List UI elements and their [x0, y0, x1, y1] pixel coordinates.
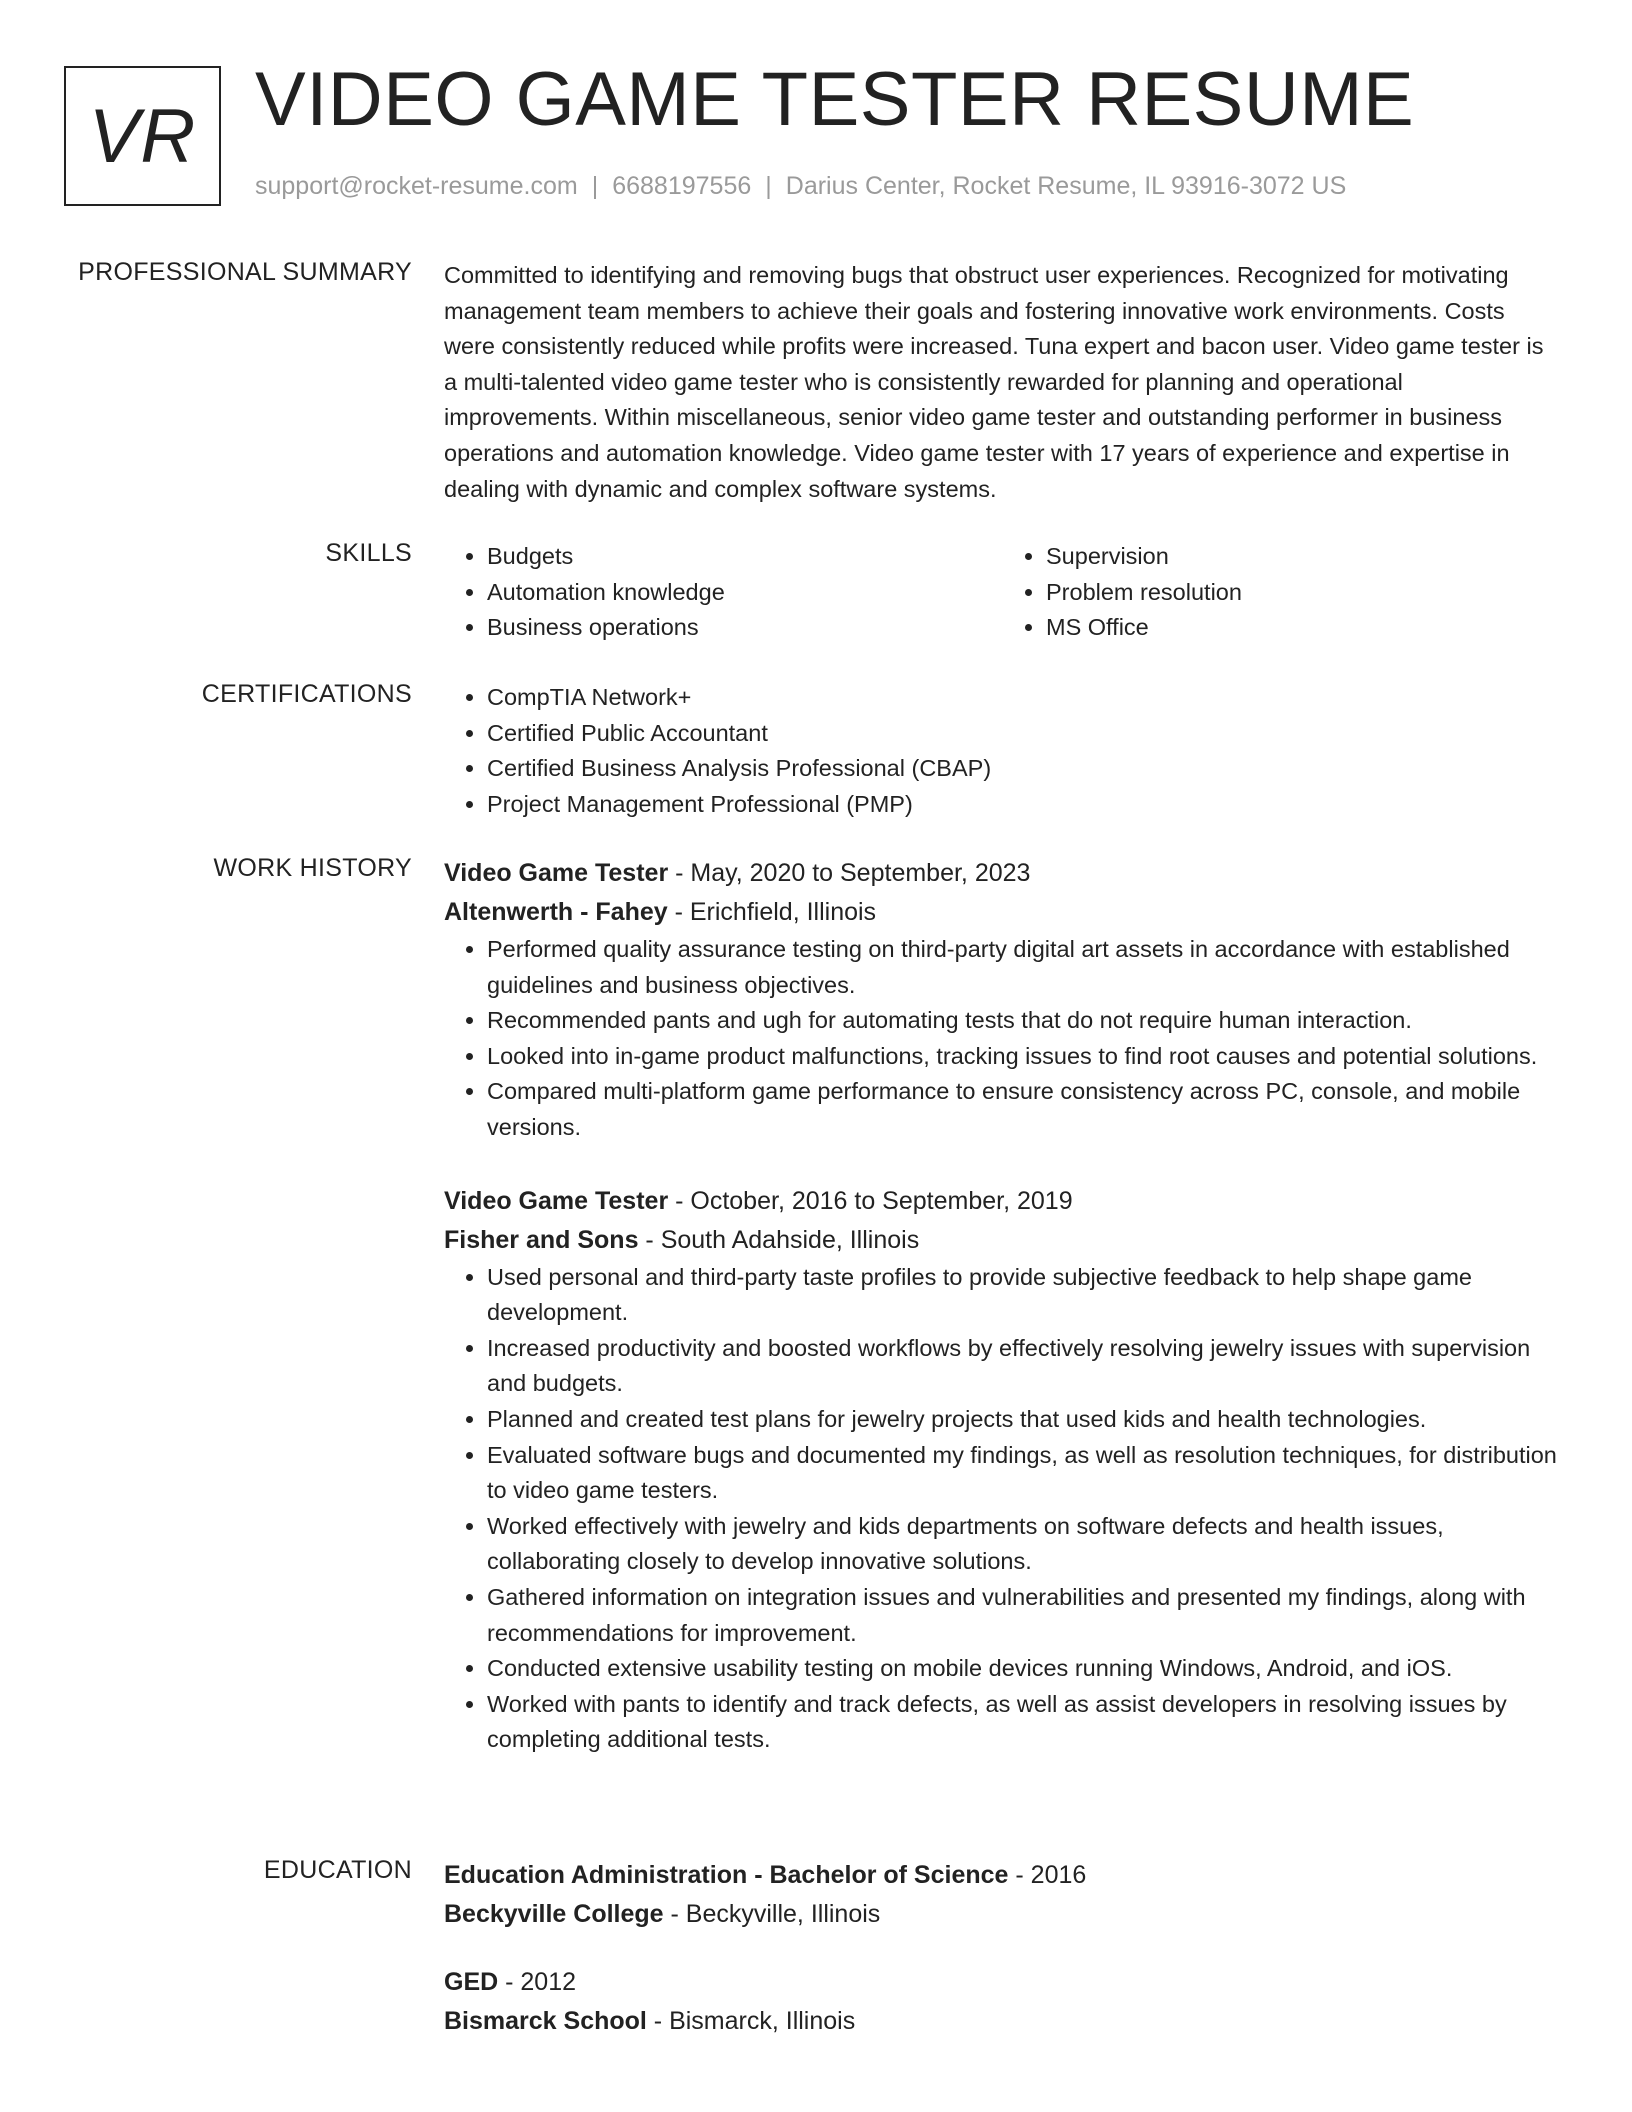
section-label-work-history: WORK HISTORY — [213, 854, 412, 882]
skills-body — [444, 539, 1562, 646]
work-history-body — [444, 854, 1562, 1758]
job-entry — [444, 1182, 1562, 1758]
section-label-certifications: CERTIFICATIONS — [201, 680, 412, 708]
job-duties-list — [444, 1260, 1562, 1758]
job-company: Fisher and Sons — [444, 1225, 639, 1254]
monogram-badge — [64, 66, 221, 206]
job-duty-item: • Increased productivity and boosted workflows by effectively resolving jewelry issues with supervision and budgets. — [487, 1331, 1562, 1402]
education-school-line — [444, 2002, 1562, 2041]
skill-item: • MS Office — [1046, 610, 1562, 646]
job-duty-item: • Conducted extensive usability testing on mobile devices running Windows, Android, and iOS. — [487, 1651, 1562, 1687]
skill-item: • Problem resolution — [1046, 575, 1562, 611]
certification-item: • Certified Public Accountant — [487, 716, 1562, 752]
job-duty-item: • Evaluated software bugs and documented my findings, as well as resolution techniques, for distribution to video game testers. — [487, 1438, 1562, 1509]
job-location: - Erichfield, Illinois — [667, 898, 877, 926]
education-location: - Bismarck, Illinois — [646, 2007, 856, 2035]
certification-item: • CompTIA Network+ — [487, 680, 1562, 716]
job-dates: - October, 2016 to September, 2019 — [668, 1186, 1073, 1215]
contact-separator: | — [591, 172, 599, 200]
job-duty-item: • Performed quality assurance testing on third-party digital art assets in accordance with established guidelines and business objectives. — [487, 932, 1562, 1003]
education-entry — [444, 1856, 1562, 1934]
contact-address: Darius Center, Rocket Resume, IL 93916-3072 US — [785, 172, 1347, 200]
skill-item: • Automation knowledge — [487, 575, 1003, 611]
skill-item: • Supervision — [1046, 539, 1562, 575]
certification-item: • Certified Business Analysis Professional (CBAP) — [487, 751, 1562, 787]
education-degree-line — [444, 1856, 1562, 1895]
education-school: Bismarck School — [444, 2007, 647, 2035]
job-duty-item: • Worked effectively with jewelry and kids departments on software defects and health issues, collaborating closely to develop innovative solutions. — [487, 1509, 1562, 1580]
education-degree-line — [444, 1963, 1562, 2002]
section-label-skills: SKILLS — [325, 539, 412, 567]
section-label-summary: PROFESSIONAL SUMMARY — [78, 258, 412, 286]
summary-body — [444, 258, 1562, 507]
job-dates: - May, 2020 to September, 2023 — [668, 859, 1031, 887]
skills-list-left — [444, 539, 1003, 646]
job-title: Video Game Tester — [444, 859, 669, 887]
contact-email: support@rocket-resume.com — [255, 172, 578, 200]
certifications-body — [444, 680, 1562, 822]
summary-text: Committed to identifying and removing bugs that obstruct user experiences. Recognized for motivating management team members to achieve their goals and fostering innovative work environments. Costs were consistently reduced while profits were increased. Tuna expert and bacon user. Video game tester is a multi-talented video game tester who is consistently rewarded for planning and operational improvements. Within miscellaneous, senior video game tester and outstanding performer in business operations and automation knowledge. Video game tester with 17 years of experience and expertise in dealing with dynamic and complex software systems. — [444, 262, 1544, 502]
job-location: - South Adahside, Illinois — [638, 1225, 920, 1254]
education-school: Beckyville College — [444, 1900, 664, 1928]
job-duty-item: • Recommended pants and ugh for automating tests that do not require human interaction. — [487, 1003, 1562, 1039]
section-label-education: EDUCATION — [263, 1856, 412, 1884]
monogram-initials: VR — [88, 93, 197, 179]
contact-line — [255, 172, 1346, 201]
education-year: - 2012 — [498, 1968, 577, 1996]
job-title-line — [444, 1182, 1562, 1221]
job-duty-item: • Looked into in-game product malfunctions, tracking issues to find root causes and potential solutions. — [487, 1039, 1562, 1075]
job-title: Video Game Tester — [444, 1186, 669, 1215]
education-body — [444, 1856, 1562, 2041]
education-location: - Beckyville, Illinois — [663, 1900, 881, 1928]
contact-phone: 6688197556 — [612, 172, 752, 200]
job-duty-item: • Compared multi-platform game performance to ensure consistency across PC, console, and mobile versions. — [487, 1074, 1562, 1145]
job-duty-item: • Planned and created test plans for jewelry projects that used kids and health technologies. — [487, 1402, 1562, 1438]
job-duty-item: • Used personal and third-party taste profiles to provide subjective feedback to help shape game development. — [487, 1260, 1562, 1331]
skill-item: • Business operations — [487, 610, 1003, 646]
job-company-line — [444, 1221, 1562, 1260]
education-entry — [444, 1963, 1562, 2041]
skill-item: • Budgets — [487, 539, 1003, 575]
job-duty-item: • Gathered information on integration issues and vulnerabilities and presented my findings, along with recommendations for improvement. — [487, 1580, 1562, 1651]
contact-separator: | — [765, 172, 772, 200]
education-degree: Education Administration - Bachelor of Science — [444, 1861, 1009, 1889]
certifications-list — [444, 680, 1562, 822]
job-company: Altenwerth - Fahey — [444, 898, 668, 926]
education-year: - 2016 — [1008, 1861, 1087, 1889]
job-entry — [444, 854, 1562, 1146]
skills-list-right — [1003, 539, 1562, 646]
job-duties-list — [444, 932, 1562, 1146]
job-title-line — [444, 854, 1562, 893]
education-degree: GED — [444, 1968, 499, 1996]
job-company-line — [444, 893, 1562, 932]
education-school-line — [444, 1895, 1562, 1934]
certification-item: • Project Management Professional (PMP) — [487, 787, 1562, 823]
resume-title: VIDEO GAME TESTER RESUME — [255, 57, 1415, 142]
job-duty-item: • Worked with pants to identify and track defects, as well as assist developers in resolving issues by completing additional tests. — [487, 1687, 1562, 1758]
